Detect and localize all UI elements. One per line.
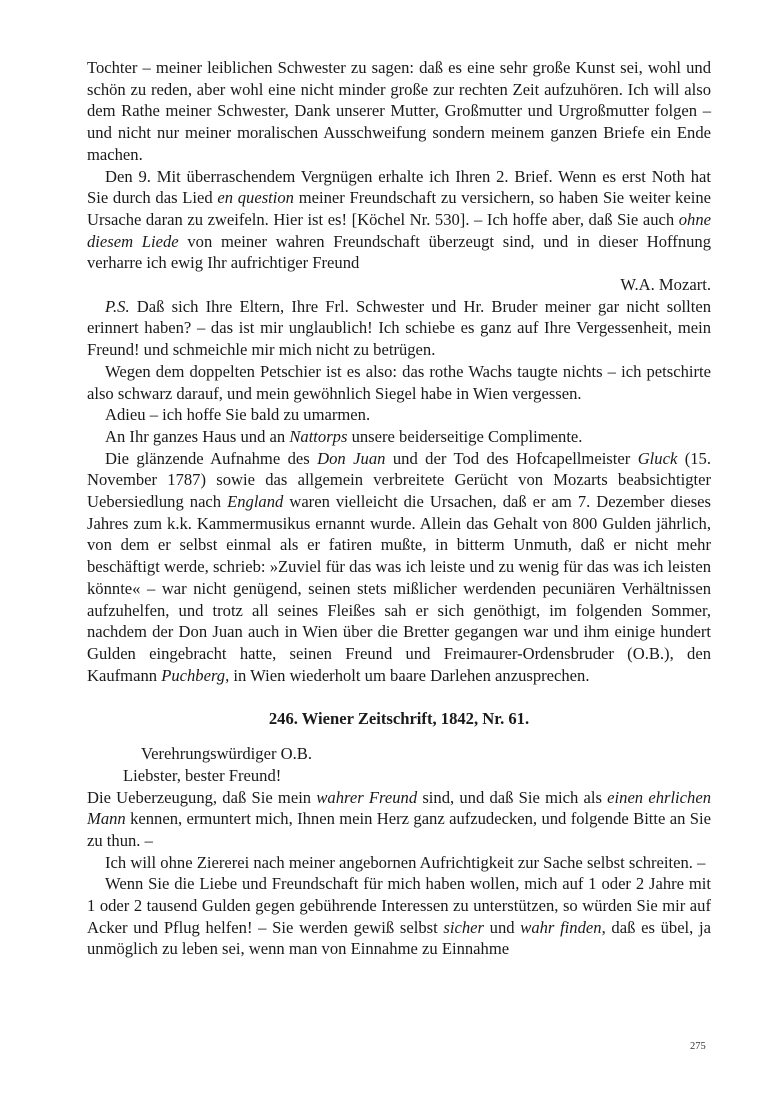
paragraph-request: [87, 873, 711, 960]
salutation-line-2: Liebster, bester Freund!: [123, 765, 282, 785]
paragraph-commentary: [87, 448, 711, 687]
text-run: Wegen dem doppelten Petschier ist es also: das rothe Wachs taugte nichts – ich petschirte also schwarz darauf, und mein gewöhnlich Siegel habe in Wien vergessen.: [87, 361, 711, 403]
paragraph-letter-opening: [87, 787, 711, 852]
text-run: sind, und daß Sie mich als: [417, 787, 608, 807]
italic-run: einen ehrlichen Mann: [87, 787, 711, 829]
text-run: Den 9. Mit überraschendem Vergnügen erhalte ich Ihren 2. Brief. Wenn es erst Noth hat Sie durch das Lied: [87, 166, 711, 208]
text-run: unsere beiderseitige Complimente.: [347, 426, 583, 446]
signature-line: W.A. Mozart.: [620, 275, 711, 295]
italic-run: Gluck: [637, 448, 678, 468]
paragraph-petschier: [87, 361, 711, 404]
italic-run: England: [227, 492, 284, 512]
salutation-line-1: Verehrungswürdiger O.B.: [141, 744, 312, 764]
paragraph-ziererei: [87, 852, 711, 874]
text-run: und der Tod des Hofcapellmeister: [385, 448, 638, 468]
text-run: Tochter – meiner leiblichen Schwester zu sagen: daß es eine sehr große Kunst sei, wohl und schön zu reden, aber wohl eine nicht minder große zur rechten Zeit aufzuhören. Ich will also dem Rathe meiner Schwester, Dank unserer Mutter, Großmutter und Urgroßmutter folgen – und nicht nur meiner moralischen Ausschweifung sondern meinem ganzen Briefe ein Ende machen.: [87, 58, 711, 164]
paragraph-postscript: [87, 296, 711, 361]
text-run: kennen, ermuntert mich, Ihnen mein Herz ganz aufzudecken, und folgende Bitte an Sie zu thun. –: [87, 809, 711, 850]
text-run: Ich will ohne Ziererei nach meiner angebornen Aufrichtigkeit zur Sache selbst schreiten. –: [105, 852, 706, 872]
text-run: von meiner wahren Freundschaft überzeugt sind, und in dieser Hoffnung verharre ich ewig Ihr aufrichtiger Freund: [87, 231, 712, 273]
text-run: und: [483, 917, 521, 937]
paragraph-letter-date-9: [87, 166, 711, 275]
text-run: Daß sich Ihre Eltern, Ihre Frl. Schwester und Hr. Bruder meiner gar nicht sollten erinnert haben? – das ist mir unglaublich! Ich schiebe es ganz auf Ihre Vergessenheit, mein Freund! und schmeichle mir mich nicht zu betrügen.: [87, 296, 711, 360]
text-run: An Ihr ganzes Haus und an: [105, 426, 290, 446]
text-run: , in Wien wiederholt um baare Darlehen anzusprechen.: [225, 665, 590, 685]
italic-run: wahr finden: [520, 917, 602, 937]
paragraph-adieu: [87, 404, 711, 426]
text-run: waren vielleicht die Ursachen, daß er am 7. Dezember dieses Jahres zum k.k. Kammermusikus ernannt wurde. Allein das Gehalt von 800 Gulden jährlich, von dem er selbst einmal als er fatiren mußte, in bitterm Unmuth, daß er nicht mehr beschäftigt werde, schrieb: »Zuviel für das was ich leiste und zu wenig für das was ich leisten könnte« – war nicht genügend, seinen stets mißlicher werdenden pecuniären Verhältnissen aufzuhelfen, und trotz all seines Fleißes sah er sich genöthigt, im folgenden Sommer, nachdem der Don Juan auch in Wien über die Bretter gegangen war und ihm einige hundert Gulden eingebracht hatte, seinen Freund und Freimaurer-Ordensbruder (O.B.), den Kaufmann: [87, 492, 711, 685]
text-run: Die Ueberzeugung, daß Sie mein: [87, 787, 317, 807]
italic-run: Puchberg: [161, 665, 226, 685]
text-run: (15. November 1787) sowie das allgemein verbreitete Gerücht von Mozarts beabsichtigter Uebersiedlung nach: [87, 448, 712, 512]
paragraph-compliments: [87, 426, 711, 448]
paragraph-continuation: [87, 57, 711, 166]
italic-run: sicher: [443, 917, 484, 937]
italic-run: en question: [217, 188, 294, 208]
text-run: Wenn Sie die Liebe und Freundschaft für mich haben wollen, mich auf 1 oder 2 Jahre mit 1 oder 2 tausend Gulden gegen gebührende Interessen zu unterstützen, so würden Sie mir auf Acker und Pflug helfen! – Sie werden gewiß selbst: [87, 874, 711, 937]
text-run: Die glänzende Aufnahme des: [105, 448, 318, 468]
text-run: meiner Freundschaft zu versichern, so haben Sie weiter keine Ursache daran zu zweifeln. Hier ist es! [Köchel Nr. 530]. – Ich hoffe aber, daß Sie auch: [87, 188, 711, 229]
italic-run: Don Juan: [317, 448, 386, 468]
text-run: Adieu – ich hoffe Sie bald zu umarmen.: [105, 405, 371, 425]
italic-run: wahrer Freund: [316, 787, 418, 807]
italic-run: Nattorps: [289, 426, 348, 446]
italic-run: ohne diesem Liede: [87, 209, 711, 251]
italic-run: P.S.: [105, 296, 130, 316]
text-run: , daß es übel, ja unmöglich zu leben sei, wenn man von Einnahme zu Einnahme: [87, 917, 711, 959]
book-page: [87, 57, 711, 960]
section-heading: 246. Wiener Zeitschrift, 1842, Nr. 61.: [268, 709, 530, 729]
page-number: 275: [690, 1041, 706, 1052]
